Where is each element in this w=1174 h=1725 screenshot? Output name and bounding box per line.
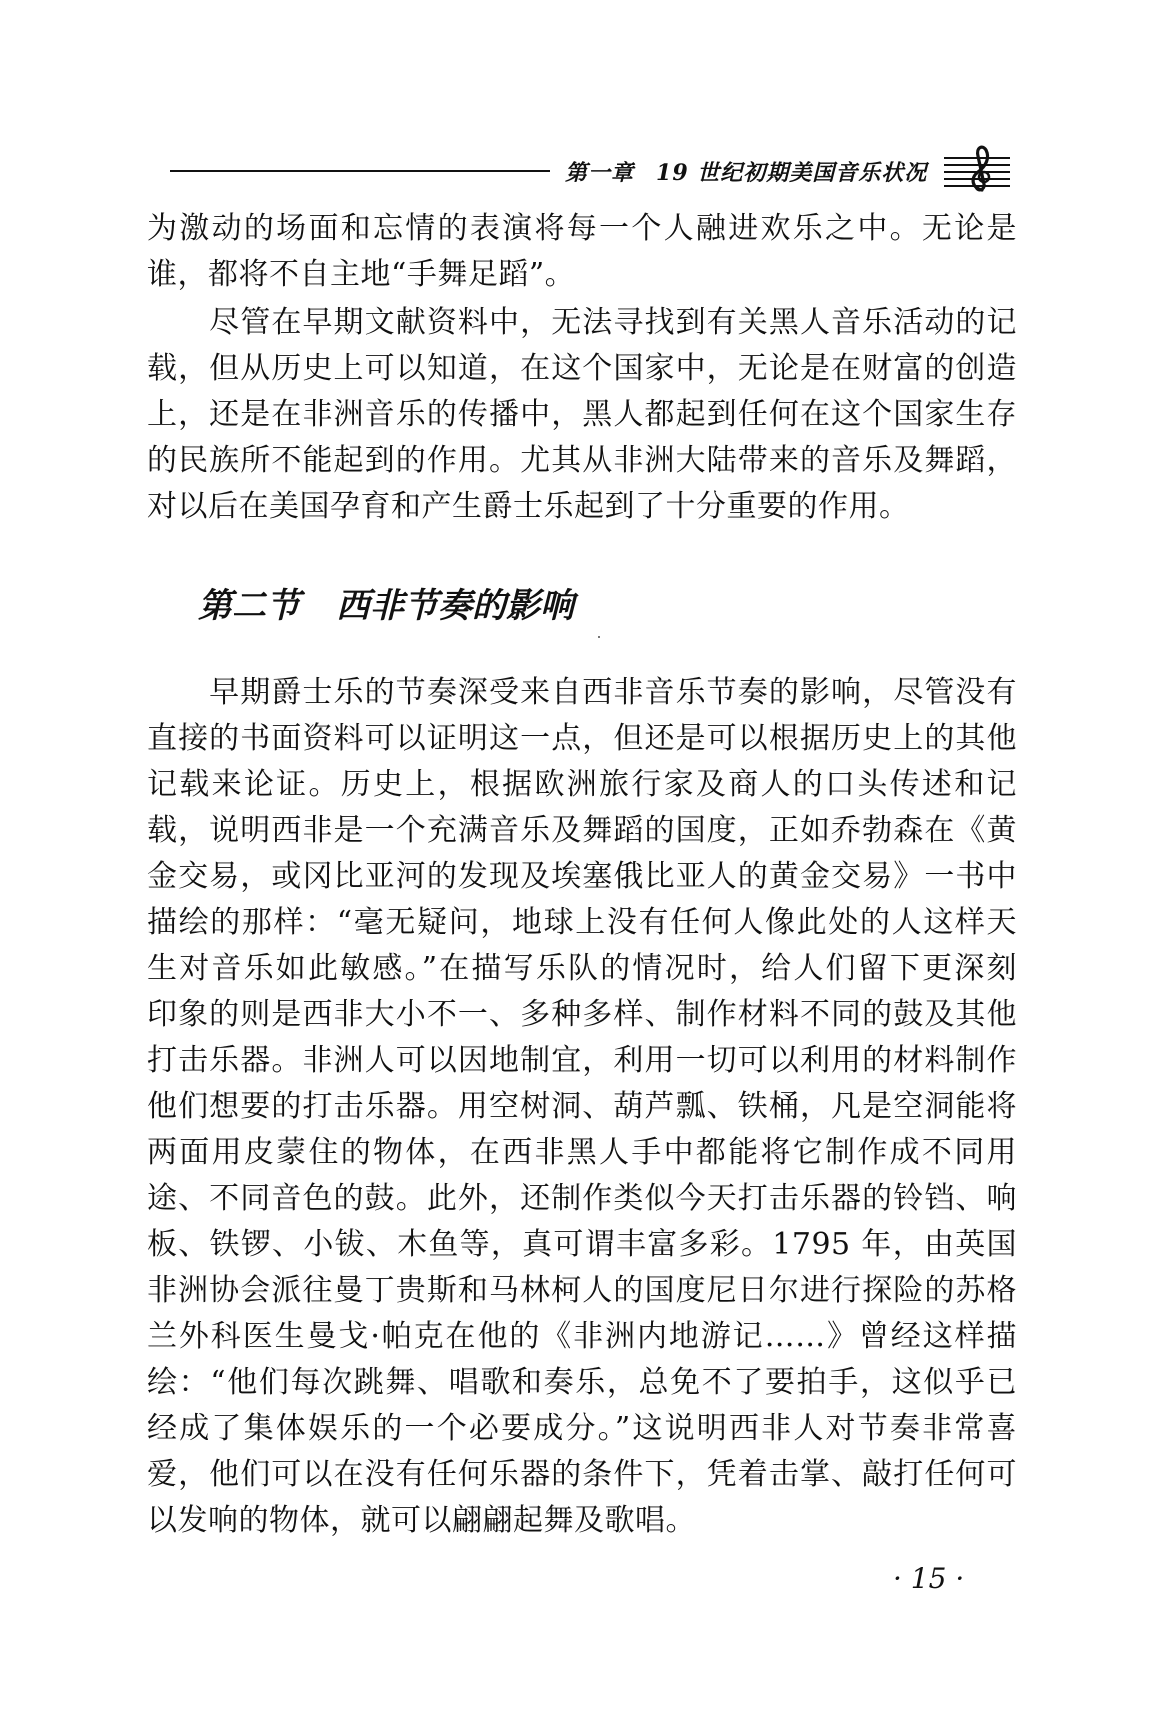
text-line: 非洲协会派往曼丁贵斯和马林柯人的国度尼日尔进行探险的苏格 — [147, 1273, 1017, 1308]
text-line: 载，说明西非是一个充满音乐及舞蹈的国度，正如乔勃森在《黄 — [147, 813, 1017, 848]
header-title — [565, 156, 927, 187]
text-line: 早期爵士乐的节奏深受来自西非音乐节奏的影响，尽管没有 — [147, 675, 1017, 710]
text-line: 生对音乐如此敏感。”在描写乐队的情况时，给人们留下更深刻 — [147, 951, 1017, 986]
text-line: 板、铁锣、小钹、木鱼等，真可谓丰富多彩。1795 年，由英国 — [147, 1227, 1017, 1262]
text-line: 经成了集体娱乐的一个必要成分。”这说明西非人对节奏非常喜 — [147, 1411, 1017, 1446]
music-staff-icon — [942, 144, 1012, 192]
text-line: 他们想要的打击乐器。用空树洞、葫芦瓢、铁桶，凡是空洞能将 — [147, 1089, 1017, 1124]
text-line: 以发响的物体，就可以翩翩起舞及歌唱。 — [147, 1503, 696, 1538]
header-chapter-title: 19 世纪初期美国音乐状况 — [656, 160, 928, 186]
text-line: 途、不同音色的鼓。此外，还制作类似今天打击乐器的铃铛、响 — [147, 1181, 1017, 1216]
text-line: 兰外科医生曼戈·帕克在他的《非洲内地游记……》曾经这样描 — [147, 1319, 1017, 1354]
page-number: · 15 · — [893, 1562, 965, 1595]
text-line: 上，还是在非洲音乐的传播中，黑人都起到任何在这个国家生存 — [147, 397, 1017, 432]
section-heading — [198, 578, 574, 627]
paragraph-black-music — [147, 300, 1017, 530]
paragraph-continuation — [147, 206, 1017, 298]
text-line: 直接的书面资料可以证明这一点，但还是可以根据历史上的其他 — [147, 721, 1017, 756]
text-line: 两面用皮蒙住的物体，在西非黑人手中都能将它制作成不同用 — [147, 1135, 1017, 1170]
text-line: 印象的则是西非大小不一、多种多样、制作材料不同的鼓及其他 — [147, 997, 1017, 1032]
text-line: 的民族所不能起到的作用。尤其从非洲大陆带来的音乐及舞蹈， — [147, 443, 1017, 478]
text-line: 尽管在早期文献资料中，无法寻找到有关黑人音乐活动的记 — [147, 305, 1017, 340]
text-line: 谁，都将不自主地“手舞足蹈”。 — [147, 257, 576, 292]
text-line: 爱，他们可以在没有任何乐器的条件下，凭着击掌、敲打任何可 — [147, 1457, 1017, 1492]
paragraph-west-african-rhythm — [147, 670, 1017, 1544]
section-title-text: 西非节奏的影响 — [336, 586, 574, 626]
header-rule — [170, 170, 550, 172]
text-line: 绘：“他们每次跳舞、唱歌和奏乐，总免不了要拍手，这似乎已 — [147, 1365, 1017, 1400]
text-line: 金交易，或冈比亚河的发现及埃塞俄比亚人的黄金交易》一书中 — [147, 859, 1017, 894]
text-line: 记载来论证。历史上，根据欧洲旅行家及商人的口头传述和记 — [147, 767, 1017, 802]
text-line: 对以后在美国孕育和产生爵士乐起到了十分重要的作用。 — [147, 489, 910, 524]
section-number: 第二节 — [198, 586, 300, 626]
scan-speck — [598, 636, 600, 638]
text-line: 载，但从历史上可以知道，在这个国家中，无论是在财富的创造 — [147, 351, 1017, 386]
text-line: 为激动的场面和忘情的表演将每一个人融进欢乐之中。无论是 — [147, 211, 1017, 246]
text-line: 打击乐器。非洲人可以因地制宜，利用一切可以利用的材料制作 — [147, 1043, 1017, 1078]
text-line: 描绘的那样：“毫无疑问，地球上没有任何人像此处的人这样天 — [147, 905, 1017, 940]
header-chapter: 第一章 — [565, 160, 635, 186]
running-header — [170, 150, 1016, 190]
